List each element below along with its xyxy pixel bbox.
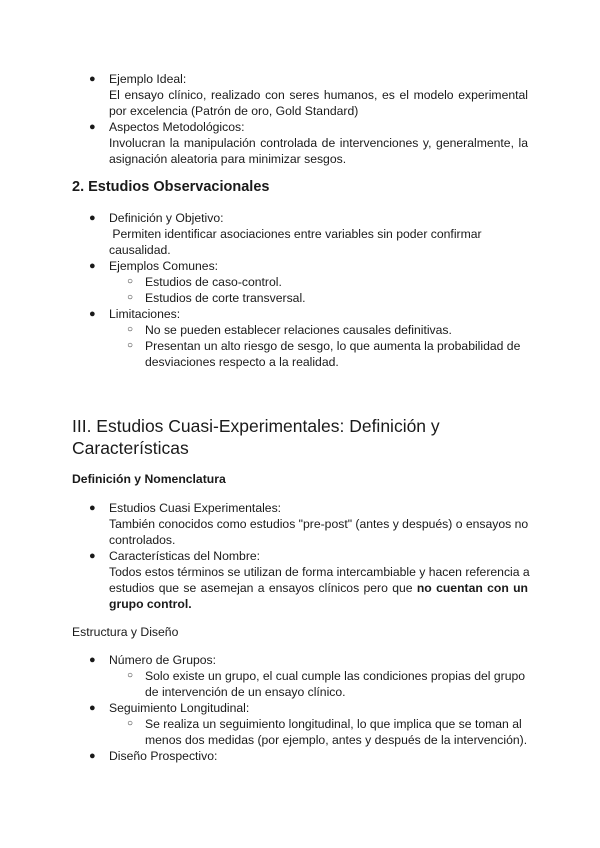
item-label: Seguimiento Longitudinal:	[109, 701, 250, 715]
circle-bullet-icon: ○	[127, 292, 134, 303]
bullet-icon: ●	[89, 654, 96, 666]
structure-heading: Estructura y Diseño	[72, 625, 179, 639]
item-text-bold: grupo control.	[109, 597, 192, 611]
list-top	[0, 71, 600, 167]
list-item	[0, 700, 600, 716]
bullet-icon: ●	[89, 73, 96, 85]
sub-list-item	[0, 668, 600, 684]
list-nomenclatura	[0, 500, 600, 612]
bullet-icon: ●	[89, 702, 96, 714]
item-text-row	[0, 87, 600, 103]
list-item	[0, 500, 600, 516]
item-text-row	[0, 226, 600, 242]
list-item	[0, 748, 600, 764]
sub-item-text: Estudios de caso-control.	[145, 275, 282, 289]
item-text-row	[0, 151, 600, 167]
item-label: Ejemplo Ideal:	[109, 72, 187, 86]
item-text-row	[0, 516, 600, 532]
list-item	[0, 210, 600, 226]
bullet-icon: ●	[89, 260, 96, 272]
item-text-row	[0, 596, 600, 612]
sub-item-text: No se pueden establecer relaciones causales definitivas.	[145, 323, 452, 337]
bullet-icon: ●	[89, 550, 96, 562]
item-text: por excelencia (Patrón de oro, Gold Standard)	[109, 104, 359, 118]
circle-bullet-icon: ○	[127, 718, 134, 729]
subheading: Definición y Nomenclatura	[72, 472, 226, 486]
title-line: III. Estudios Cuasi-Experimentales: Definición y	[72, 416, 440, 436]
sub-item-text: de intervención de un ensayo clínico.	[145, 685, 346, 699]
item-text-row	[0, 532, 600, 548]
bullet-icon: ●	[89, 308, 96, 320]
item-label: Definición y Objetivo:	[109, 211, 224, 225]
item-label: Estudios Cuasi Experimentales:	[109, 501, 282, 515]
sub-item-text-row	[0, 732, 600, 748]
circle-bullet-icon: ○	[127, 340, 134, 351]
item-text: controlados.	[109, 533, 176, 547]
circle-bullet-icon: ○	[127, 324, 134, 335]
list-item	[0, 71, 600, 87]
section-heading: 2. Estudios Observacionales	[72, 179, 270, 195]
sub-list-item	[0, 274, 600, 290]
sub-item-text: Solo existe un grupo, el cual cumple las condiciones propias del grupo	[145, 669, 526, 683]
item-text: asignación aleatoria para minimizar sesgos.	[109, 152, 347, 166]
page-title	[72, 415, 440, 459]
item-text-row	[0, 135, 600, 151]
list-observacionales	[0, 210, 600, 370]
item-text-row	[0, 103, 600, 119]
sub-item-text: Presentan un alto riesgo de sesgo, lo que aumenta la probabilidad de	[145, 339, 521, 353]
item-text: El ensayo clínico, realizado con seres humanos, es el modelo experimental	[109, 88, 528, 102]
circle-bullet-icon: ○	[127, 276, 134, 287]
sub-list-item	[0, 322, 600, 338]
item-label: Ejemplos Comunes:	[109, 259, 219, 273]
item-text-bold: no cuentan con un	[416, 581, 528, 595]
item-text: Involucran la manipulación controlada de intervenciones y, generalmente, la	[109, 136, 528, 150]
list-item	[0, 306, 600, 322]
sub-item-text-row	[0, 684, 600, 700]
circle-bullet-icon: ○	[127, 670, 134, 681]
item-text-mixed	[109, 580, 528, 596]
bullet-icon: ●	[89, 121, 96, 133]
item-text: causalidad.	[109, 243, 171, 257]
sub-item-text: Estudios de corte transversal.	[145, 291, 306, 305]
item-label: Diseño Prospectivo:	[109, 749, 218, 763]
sub-item-text: desviaciones respecto a la realidad.	[145, 355, 339, 369]
bullet-icon: ●	[89, 750, 96, 762]
list-item	[0, 258, 600, 274]
item-text-row	[0, 564, 600, 580]
sub-item-text: Se realiza un seguimiento longitudinal, lo que implica que se toman al	[145, 717, 522, 731]
item-text-row	[0, 242, 600, 258]
title-line: Características	[72, 438, 189, 458]
sub-item-text-row	[0, 354, 600, 370]
list-item	[0, 119, 600, 135]
item-text: También conocidos como estudios "pre-post" (antes y después) o ensayos no	[109, 517, 529, 531]
sub-list-item	[0, 290, 600, 306]
sub-list-item	[0, 338, 600, 354]
item-label: Número de Grupos:	[109, 653, 217, 667]
item-text: estudios que se asemejan a ensayos clínicos pero que	[109, 581, 417, 595]
bullet-icon: ●	[89, 212, 96, 224]
list-item	[0, 652, 600, 668]
bullet-icon: ●	[89, 502, 96, 514]
list-estructura	[0, 652, 600, 764]
item-text: Todos estos términos se utilizan de forma intercambiable y hacen referencia a	[109, 565, 530, 579]
item-label: Características del Nombre:	[109, 549, 261, 563]
item-text: Permiten identificar asociaciones entre variables sin poder confirmar	[109, 227, 482, 241]
sub-item-text: menos dos medidas (por ejemplo, antes y después de la intervención).	[145, 733, 528, 747]
list-item	[0, 548, 600, 564]
item-label: Limitaciones:	[109, 307, 181, 321]
item-label: Aspectos Metodológicos:	[109, 120, 245, 134]
item-text-row	[0, 580, 600, 596]
sub-list-item	[0, 716, 600, 732]
